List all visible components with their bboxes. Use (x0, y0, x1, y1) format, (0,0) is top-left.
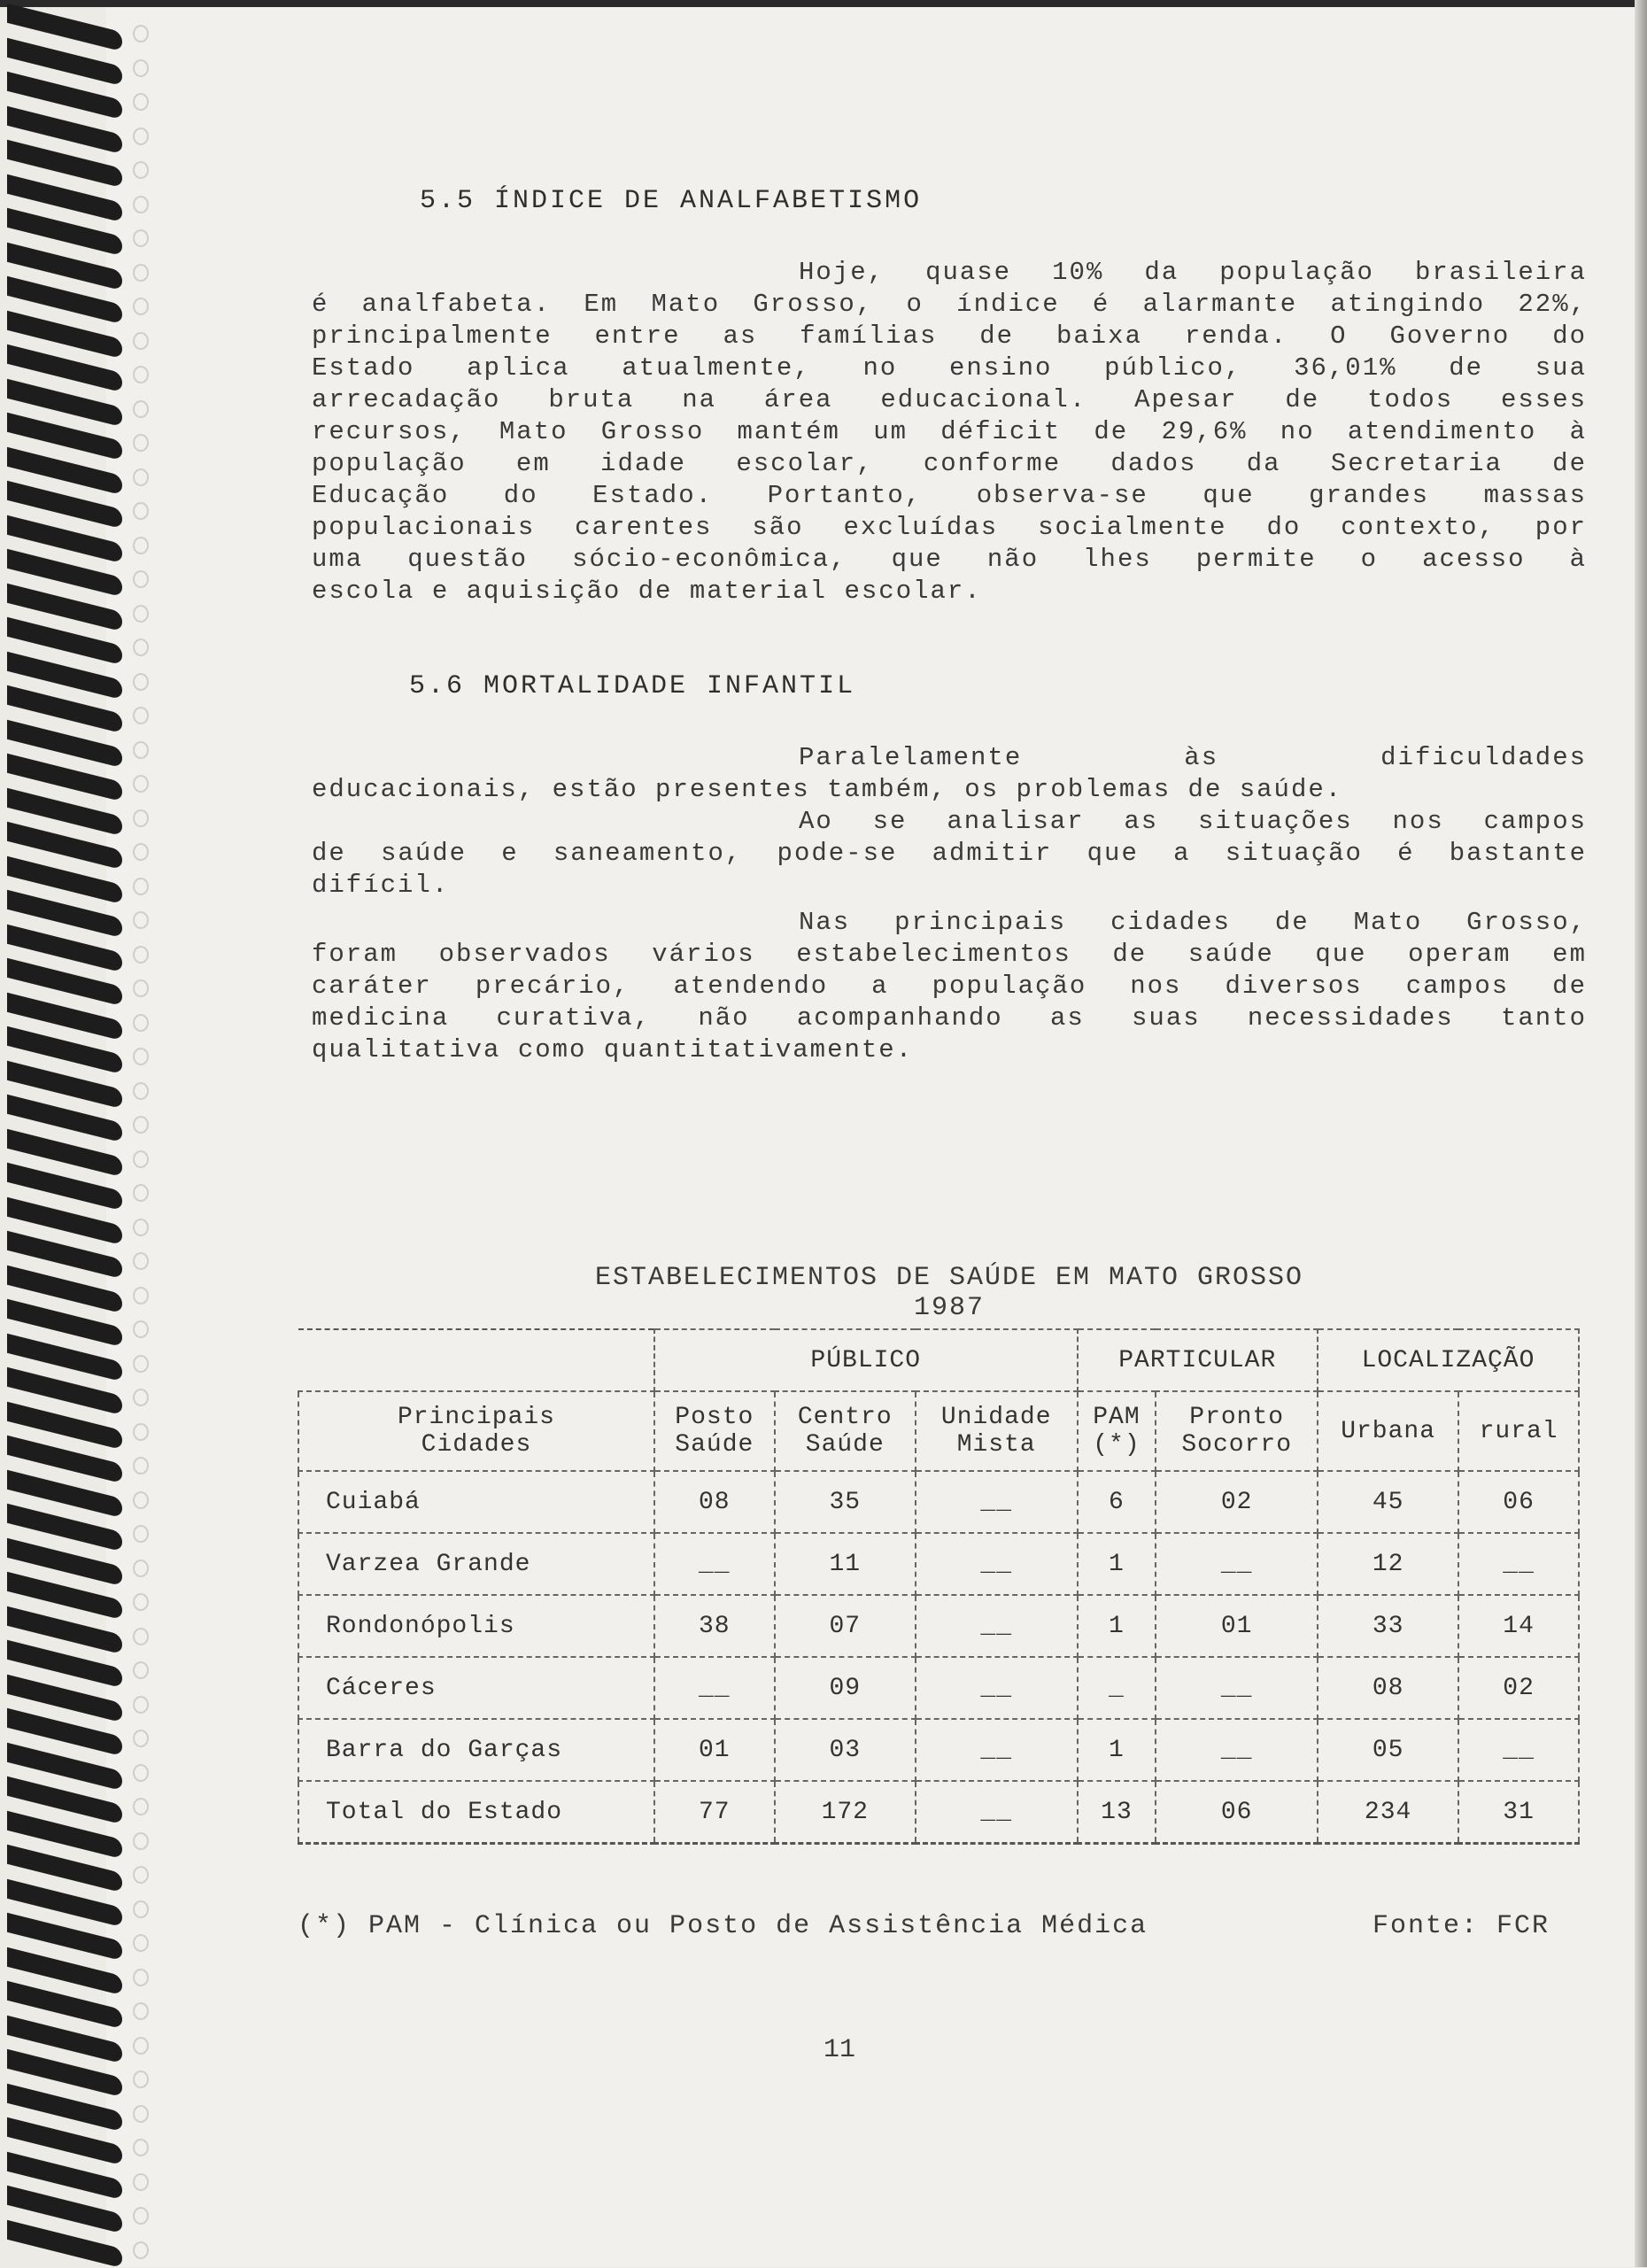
column-header-text: Urbana (1341, 1417, 1436, 1445)
punch-hole (133, 639, 149, 656)
cell-value: 01 (654, 1719, 775, 1781)
punch-hole (133, 1969, 149, 1986)
text-line: foram observados vários estabelecimentos de saúde que operam em (312, 940, 1587, 969)
text-line: recursos, Mato Grosso mantém um déficit de 29,6% no atendimento à (312, 417, 1587, 446)
cell-value: 08 (654, 1471, 775, 1533)
table-row (298, 1657, 1579, 1719)
column-header-text: Saúde (805, 1431, 885, 1459)
punch-hole (133, 1661, 149, 1679)
punch-hole (133, 1593, 149, 1611)
text-line: uma questão sócio-econômica, que não lhes permite o acesso à (312, 545, 1587, 574)
punch-hole (133, 1491, 149, 1509)
column-header-text: Posto (675, 1404, 754, 1431)
cell-value: 38 (654, 1595, 775, 1657)
table-row (298, 1781, 1579, 1844)
punch-hole (133, 1320, 149, 1338)
paragraph-sanitation (312, 806, 1587, 902)
cell-value: 07 (775, 1595, 916, 1657)
cell-value: 12 (1318, 1533, 1458, 1595)
text-line: Ao se analisar as situações nos campos (799, 807, 1587, 836)
cell-value: __ (916, 1471, 1078, 1533)
cell-value: 35 (775, 1471, 916, 1533)
punch-hole (133, 1832, 149, 1850)
text-line: educacionais, estão presentes também, os problemas de saúde. (312, 775, 1343, 804)
table-row (298, 1533, 1579, 1595)
punch-hole (133, 128, 149, 145)
text-line: populacionais carentes são excluídas socialmente do contexto, por (312, 513, 1587, 542)
cell-value: 31 (1458, 1781, 1579, 1844)
punch-hole (133, 366, 149, 383)
table-row (298, 1471, 1579, 1533)
cell-value: 77 (654, 1781, 775, 1844)
punch-hole (133, 673, 149, 691)
punch-hole (133, 1934, 149, 1952)
column-header (654, 1391, 775, 1471)
city-name: Total do Estado (298, 1781, 654, 1844)
cell-value: 08 (1318, 1657, 1458, 1719)
cell-value: 6 (1078, 1471, 1156, 1533)
punch-hole (133, 161, 149, 179)
text-line: Hoje, quase 10% da população brasileira (799, 258, 1587, 287)
text-line: caráter precário, atendendo a população nos diversos campos de (312, 971, 1587, 1001)
page-number: 11 (824, 2035, 856, 2065)
table-group-header-row (298, 1329, 1579, 1391)
punch-hole (133, 1184, 149, 1202)
group-localizacao: LOCALIZAÇÃO (1318, 1329, 1579, 1391)
punch-hole (133, 878, 149, 895)
cell-value: 05 (1318, 1719, 1458, 1781)
punch-hole (133, 1219, 149, 1236)
punch-hole (133, 2241, 149, 2259)
table-header-row (298, 1391, 1579, 1471)
section-heading-illiteracy: 5.5 ÍNDICE DE ANALFABETISMO (420, 186, 923, 216)
column-header-text: Pronto (1189, 1404, 1285, 1431)
footnote: (*) PAM - Clínica ou Posto de Assistência Médica (298, 1911, 1148, 1941)
city-name: Varzea Grande (298, 1533, 654, 1595)
punch-hole (133, 605, 149, 623)
punch-hole (133, 1798, 149, 1815)
table-row (298, 1719, 1579, 1781)
text-line: população em idade escolar, conforme dados da Secretaria de (312, 449, 1587, 478)
text-line: medicina curativa, não acompanhando as suas necessidades tanto (312, 1003, 1587, 1033)
punch-hole (133, 1150, 149, 1168)
cell-value: 13 (1078, 1781, 1156, 1844)
punch-hole (133, 468, 149, 486)
column-header-text: Socorro (1181, 1431, 1292, 1459)
city-name: Cuiabá (298, 1471, 654, 1533)
punch-hole (133, 434, 149, 452)
column-header-text: Principais (397, 1404, 555, 1431)
punch-hole (133, 911, 149, 929)
cell-value: __ (1156, 1719, 1318, 1781)
punch-hole (133, 1628, 149, 1645)
punch-hole (133, 979, 149, 997)
punch-hole (133, 332, 149, 350)
cell-value: __ (916, 1719, 1078, 1781)
table-year: 1987 (913, 1293, 985, 1323)
text-line: Nas principais cidades de Mato Grosso, (799, 908, 1587, 937)
punch-hole (133, 1900, 149, 1918)
punch-hole (133, 537, 149, 554)
punch-hole (133, 1866, 149, 1884)
paragraph-establishments (312, 907, 1587, 1066)
city-name: Cáceres (298, 1657, 654, 1719)
cell-value: 06 (1156, 1781, 1318, 1844)
text-line: Educação do Estado. Portanto, observa-se que grandes massas (312, 481, 1587, 510)
punch-hole (133, 298, 149, 315)
cell-value: 02 (1156, 1471, 1318, 1533)
punch-hole (133, 1048, 149, 1065)
text-line: difícil. (312, 871, 450, 900)
cell-value: _ (1078, 1657, 1156, 1719)
cell-value: 02 (1458, 1657, 1579, 1719)
punch-hole (133, 400, 149, 418)
text-line: Estado aplica atualmente, no ensino público, 36,01% de sua (312, 353, 1587, 383)
punch-hole (133, 1287, 149, 1304)
text-line: é analfabeta. Em Mato Grosso, o índice é alarmante atingindo 22%, (312, 290, 1587, 319)
cell-value: __ (916, 1781, 1078, 1844)
punch-hole (133, 1252, 149, 1270)
punch-hole (133, 59, 149, 77)
cell-value: __ (654, 1533, 775, 1595)
punch-hole (133, 1082, 149, 1100)
cell-value: 45 (1318, 1471, 1458, 1533)
cell-value: 1 (1078, 1595, 1156, 1657)
health-establishments-table (298, 1328, 1580, 1845)
cell-value: 14 (1458, 1595, 1579, 1657)
cell-value: 06 (1458, 1471, 1579, 1533)
column-header-text: Unidade (940, 1404, 1052, 1431)
cell-value: __ (1156, 1657, 1318, 1719)
cell-value: __ (1458, 1719, 1579, 1781)
column-header (298, 1391, 654, 1471)
source: Fonte: FCR (1372, 1911, 1550, 1941)
punch-hole (133, 1389, 149, 1406)
punch-hole (133, 1764, 149, 1782)
column-header (916, 1391, 1078, 1471)
punch-hole (133, 946, 149, 964)
cell-value: __ (916, 1533, 1078, 1595)
punch-hole (133, 843, 149, 861)
text-line: principalmente entre as famílias de baixa renda. O Governo do (312, 321, 1587, 351)
punch-hole (133, 2139, 149, 2156)
cell-value: __ (916, 1657, 1078, 1719)
cell-value: 09 (775, 1657, 916, 1719)
cell-value: 1 (1078, 1719, 1156, 1781)
text-line: qualitativa como quantitativamente. (312, 1035, 914, 1064)
punch-hole (133, 1355, 149, 1373)
spiral-binding (0, 0, 151, 2267)
cell-value: 11 (775, 1533, 916, 1595)
column-header-text: Cidades (421, 1431, 532, 1459)
page-top-edge (0, 0, 1647, 7)
city-name: Barra do Garças (298, 1719, 654, 1781)
cell-value: __ (1156, 1533, 1318, 1595)
punch-hole (133, 1457, 149, 1475)
punch-hole (133, 2071, 149, 2088)
punch-hole (133, 25, 149, 43)
cell-value: 01 (1156, 1595, 1318, 1657)
column-header (1458, 1391, 1579, 1471)
punch-hole (133, 502, 149, 520)
cell-value: 234 (1318, 1781, 1458, 1844)
punch-hole (133, 1423, 149, 1441)
cell-value: __ (654, 1657, 775, 1719)
table-title: ESTABELECIMENTOS DE SAÚDE EM MATO GROSSO (594, 1263, 1304, 1293)
column-header-text: Saúde (675, 1431, 754, 1459)
cell-value: 172 (775, 1781, 916, 1844)
punch-hole (133, 2105, 149, 2123)
punch-hole (133, 775, 149, 793)
paragraph-illiteracy (312, 257, 1587, 608)
cell-value: __ (1458, 1533, 1579, 1595)
punch-hole (133, 1730, 149, 1747)
paragraph-health-intro (312, 742, 1587, 806)
text-line: de saúde e saneamento, pode-se admitir que a situação é bastante (312, 839, 1587, 868)
text-line: escola e aquisição de material escolar. (312, 577, 982, 606)
cell-value: __ (916, 1595, 1078, 1657)
punch-hole (133, 2207, 149, 2225)
group-publico: PÚBLICO (654, 1329, 1078, 1391)
column-header-text: rural (1479, 1417, 1558, 1445)
punch-hole (133, 2173, 149, 2191)
punch-hole (133, 264, 149, 282)
text-line: arrecadação bruta na área educacional. Apesar de todos esses (312, 385, 1587, 414)
punch-hole (133, 707, 149, 724)
text-line: Paralelamente às dificuldades (799, 743, 1587, 772)
column-header-text: (*) (1093, 1431, 1141, 1459)
punch-hole (133, 741, 149, 759)
cell-value: 1 (1078, 1533, 1156, 1595)
punch-hole (133, 570, 149, 588)
punch-hole (133, 1014, 149, 1032)
punch-hole (133, 1525, 149, 1543)
page-right-edge (1635, 0, 1647, 2267)
column-header (1078, 1391, 1156, 1471)
cell-value: 03 (775, 1719, 916, 1781)
punch-hole (133, 1696, 149, 1714)
column-header-text: Centro (797, 1404, 893, 1431)
punch-hole (133, 809, 149, 827)
cell-value: 33 (1318, 1595, 1458, 1657)
punch-hole (133, 229, 149, 247)
column-header-text: PAM (1093, 1404, 1141, 1431)
section-heading-infant-mortality: 5.6 MORTALIDADE INFANTIL (409, 671, 856, 701)
punch-hole (133, 196, 149, 213)
column-header (1318, 1391, 1458, 1471)
punch-hole (133, 93, 149, 111)
city-name: Rondonópolis (298, 1595, 654, 1657)
column-header (1156, 1391, 1318, 1471)
table-row (298, 1595, 1579, 1657)
punch-hole (133, 1560, 149, 1577)
punch-hole (133, 1116, 149, 1134)
punch-hole (133, 2037, 149, 2055)
column-header (775, 1391, 916, 1471)
group-particular: PARTICULAR (1078, 1329, 1318, 1391)
column-header-text: Mista (956, 1431, 1036, 1459)
punch-hole (133, 2002, 149, 2020)
